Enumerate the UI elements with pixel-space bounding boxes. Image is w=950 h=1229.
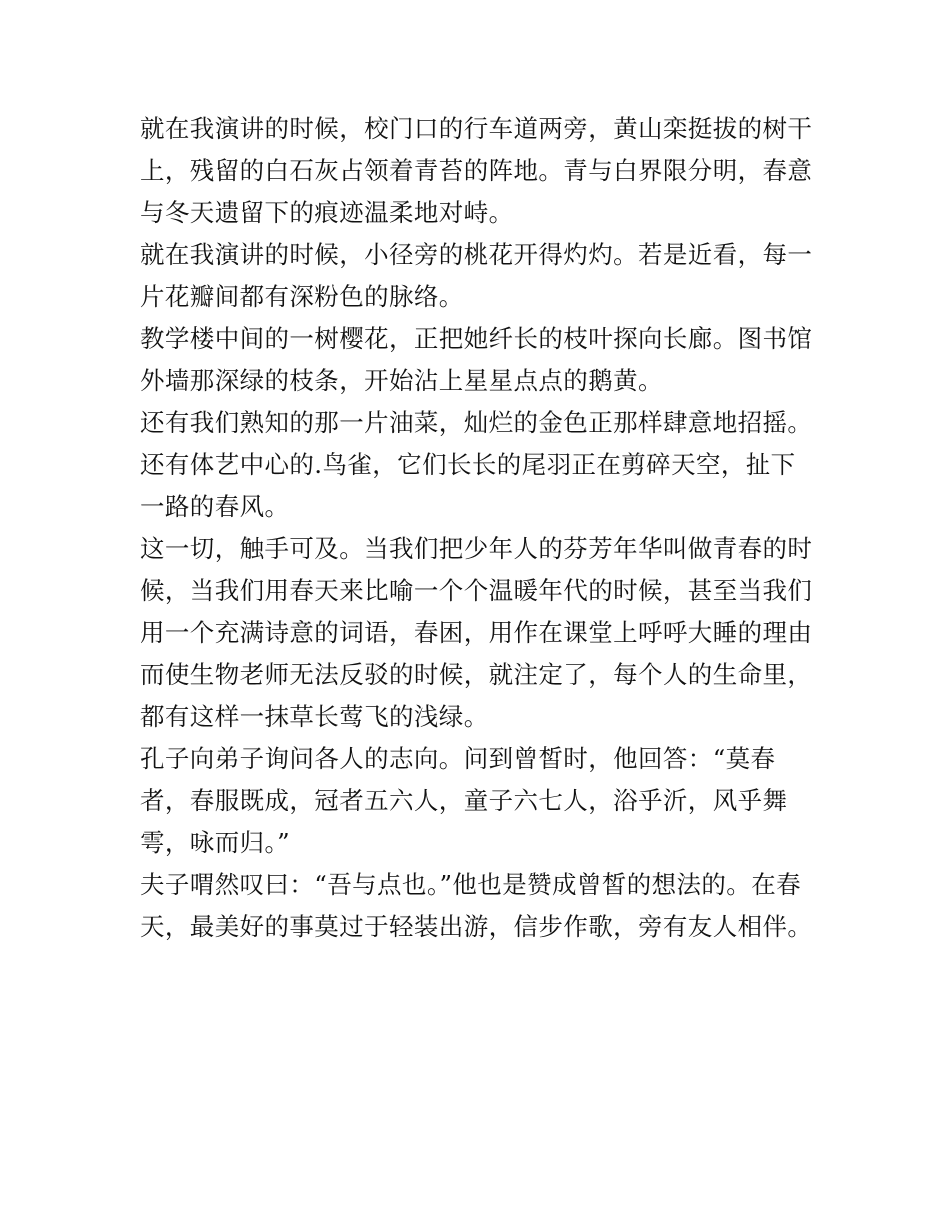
text-line: 这一切，触手可及。当我们把少年人的芬芳年华叫做青春的时: [140, 534, 813, 563]
text-line: 外墙那深绿的枝条，开始沾上星星点点的鹅黄。: [140, 366, 663, 395]
text-line: 教学楼中间的一树樱花，正把她纤长的枝叶探向长廊。图书馆: [140, 324, 813, 353]
text-line: 而使生物老师无法反驳的时候，就注定了，每个人的生命里，: [140, 660, 813, 689]
text-line: 雩，咏而归。”: [140, 828, 291, 857]
text-line: 就在我演讲的时候，小径旁的桃花开得灼灼。若是近看，每一: [140, 240, 813, 269]
text-line: 天，最美好的事莫过于轻装出游，信步作歌，旁有友人相伴。: [140, 912, 813, 941]
text-line: 上，残留的白石灰占领着青苔的阵地。青与白界限分明，春意: [140, 156, 813, 185]
text-line: 就在我演讲的时候，校门口的行车道两旁，黄山栾挺拔的树干: [140, 114, 813, 143]
text-line: 还有体艺中心的.鸟雀，它们长长的尾羽正在剪碎天空，扯下: [140, 450, 796, 479]
text-line: 夫子喟然叹曰：“吾与点也。”他也是赞成曾皙的想法的。在春: [140, 870, 801, 899]
text-line: 片花瓣间都有深粉色的脉络。: [140, 282, 464, 311]
text-line: 一路的春风。: [140, 492, 290, 521]
text-line: 孔子向弟子询问各人的志向。问到曾皙时，他回答：“莫春: [140, 744, 776, 773]
text-line: 都有这样一抹草长莺飞的浅绿。: [140, 702, 489, 731]
text-line: 与冬天遗留下的痕迹温柔地对峙。: [140, 198, 514, 227]
text-line: 用一个充满诗意的词语，春困，用作在课堂上呼呼大睡的理由: [140, 618, 813, 647]
text-line: 者，春服既成，冠者五六人，童子六七人，浴乎沂，风乎舞: [140, 786, 788, 815]
text-line: 还有我们熟知的那一片油菜，灿烂的金色正那样肆意地招摇。: [140, 408, 813, 437]
text-line: 候，当我们用春天来比喻一个个温暖年代的时候，甚至当我们: [140, 576, 813, 605]
document-body: [140, 108, 820, 948]
